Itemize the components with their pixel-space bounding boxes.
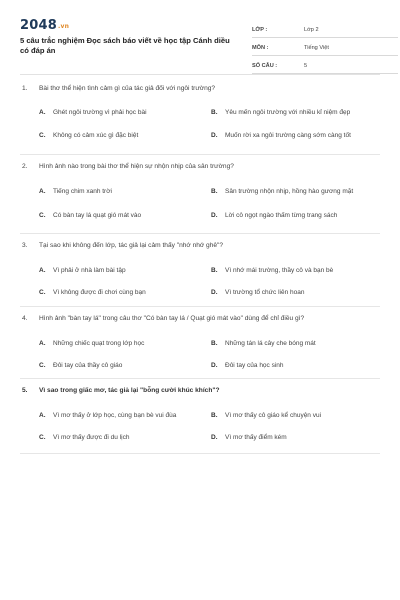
question-label: Hình ảnh "bàn tay lá" trong câu thơ "Có bàn tay lá / Quạt gió mát vào" dùng để chỉ điều gì? xyxy=(39,315,305,322)
question-number: 3. xyxy=(22,242,28,249)
answer-options xyxy=(20,404,380,448)
option-text: Vì trường tổ chức liên hoan xyxy=(225,288,305,296)
question-text xyxy=(20,162,380,172)
option-letter: D. xyxy=(211,433,218,441)
question-text xyxy=(20,241,380,251)
option-c[interactable] xyxy=(39,354,211,376)
question-label: Tại sao khi không đến lớp, tác giả lại cảm thấy "nhớ nhớ ghê"? xyxy=(39,242,224,249)
question-number: 1. xyxy=(22,85,28,92)
answer-options xyxy=(20,259,380,303)
meta-row-subject xyxy=(252,42,398,56)
option-d[interactable] xyxy=(211,122,381,148)
option-letter: B. xyxy=(211,266,218,274)
option-text: Yêu mến ngôi trường với nhiều kỉ niệm đẹp xyxy=(225,108,351,116)
option-b[interactable] xyxy=(211,332,381,354)
question-1 xyxy=(20,80,380,155)
header-divider xyxy=(20,74,380,75)
question-4 xyxy=(20,307,380,379)
option-letter: D. xyxy=(211,361,218,369)
option-letter: B. xyxy=(211,411,218,419)
option-text: Tiếng chim xanh trời xyxy=(53,187,112,195)
question-number: 2. xyxy=(22,163,28,170)
question-text xyxy=(20,84,380,94)
option-letter: D. xyxy=(211,288,218,296)
option-letter: C. xyxy=(39,433,46,441)
question-label: Vì sao trong giấc mơ, tác giả lại "bỗng cười khúc khích"? xyxy=(39,387,220,394)
option-b[interactable] xyxy=(211,259,381,281)
option-letter: C. xyxy=(39,288,46,296)
question-number: 5. xyxy=(22,387,28,394)
option-d[interactable] xyxy=(211,281,381,303)
option-letter: A. xyxy=(39,266,46,274)
option-letter: C. xyxy=(39,131,46,139)
option-text: Sân trường nhộn nhịp, hồng hào gương mặt xyxy=(225,187,354,195)
option-text: Vì mơ thấy cô giáo kể chuyện vui xyxy=(225,411,322,419)
meta-row-count xyxy=(252,60,398,74)
option-letter: B. xyxy=(211,108,218,116)
question-2 xyxy=(20,155,380,234)
option-text: Đôi tay của thầy cô giáo xyxy=(53,361,123,369)
option-d[interactable] xyxy=(211,354,381,376)
meta-value: Lớp 2 xyxy=(304,27,319,33)
option-text: Vì mơ thấy được đi du lịch xyxy=(53,433,130,441)
option-letter: B. xyxy=(211,339,218,347)
site-logo[interactable] xyxy=(20,18,69,33)
question-text xyxy=(20,386,380,396)
worksheet-meta xyxy=(252,24,398,78)
option-c[interactable] xyxy=(39,122,211,148)
question-label: Hình ảnh nào trong bài thơ thể hiện sự nhộn nhịp của sân trường? xyxy=(39,163,234,170)
option-letter: A. xyxy=(39,411,46,419)
meta-key: SỐ CÂU : xyxy=(252,63,278,69)
option-letter: B. xyxy=(211,187,218,195)
question-number: 4. xyxy=(22,315,28,322)
option-c[interactable] xyxy=(39,426,211,448)
option-letter: A. xyxy=(39,339,46,347)
logo-suffix: .vn xyxy=(57,23,70,30)
question-text xyxy=(20,314,380,324)
option-a[interactable] xyxy=(39,178,211,204)
option-c[interactable] xyxy=(39,281,211,303)
option-text: Vì mơ thấy điểm kém xyxy=(225,433,287,441)
option-letter: D. xyxy=(211,131,218,139)
option-text: Có bàn tay lá quạt gió mát vào xyxy=(53,211,142,219)
option-d[interactable] xyxy=(211,426,381,448)
meta-value: 5 xyxy=(304,63,308,69)
answer-options xyxy=(20,332,380,376)
question-3 xyxy=(20,234,380,307)
option-letter: C. xyxy=(39,361,46,369)
option-text: Những chiếc quạt trong lớp học xyxy=(53,339,145,347)
option-b[interactable] xyxy=(211,178,381,204)
option-text: Ghét ngôi trường vì phải học bài xyxy=(53,108,147,116)
option-c[interactable] xyxy=(39,204,211,226)
option-text: Vì không được đi chơi cùng bạn xyxy=(53,288,146,296)
option-a[interactable] xyxy=(39,332,211,354)
answer-options xyxy=(20,178,380,226)
meta-key: MÔN : xyxy=(252,45,269,51)
option-text: Lời cô ngọt ngào thấm từng trang sách xyxy=(225,211,338,219)
option-a[interactable] xyxy=(39,102,211,122)
option-text: Đôi tay của học sinh xyxy=(225,361,284,369)
option-text: Vì phải ở nhà làm bài tập xyxy=(53,266,126,274)
worksheet-header xyxy=(20,14,380,78)
option-letter: C. xyxy=(39,211,46,219)
answer-options xyxy=(20,102,380,148)
option-text: Vì mơ thấy ở lớp học, cùng bạn bè vui đùa xyxy=(53,411,177,419)
meta-key: LỚP : xyxy=(252,27,268,33)
option-letter: A. xyxy=(39,187,46,195)
option-text: Những tán lá cây che bóng mát xyxy=(225,339,316,347)
option-letter: D. xyxy=(211,211,218,219)
option-text: Muốn rời xa ngôi trường càng sớm càng tốt xyxy=(225,131,351,139)
option-text: Không có cảm xúc gì đặc biệt xyxy=(53,131,139,139)
question-label: Bài thơ thể hiện tình cảm gì của tác giả đối với ngôi trường? xyxy=(39,85,216,92)
meta-row-grade xyxy=(252,24,398,38)
option-text: Vì nhớ mái trường, thầy cô và bạn bè xyxy=(225,266,334,274)
question-5 xyxy=(20,379,380,454)
logo-main: 2048 xyxy=(20,18,57,33)
question-list xyxy=(20,80,380,454)
document-title: 5 câu trắc nghiệm Đọc sách báo viết về học tập Cánh diều có đáp án xyxy=(20,36,230,55)
option-a[interactable] xyxy=(39,259,211,281)
option-letter: A. xyxy=(39,108,46,116)
option-b[interactable] xyxy=(211,404,381,426)
option-d[interactable] xyxy=(211,204,381,226)
option-b[interactable] xyxy=(211,102,381,122)
meta-value: Tiếng Việt xyxy=(304,45,329,51)
option-a[interactable] xyxy=(39,404,211,426)
